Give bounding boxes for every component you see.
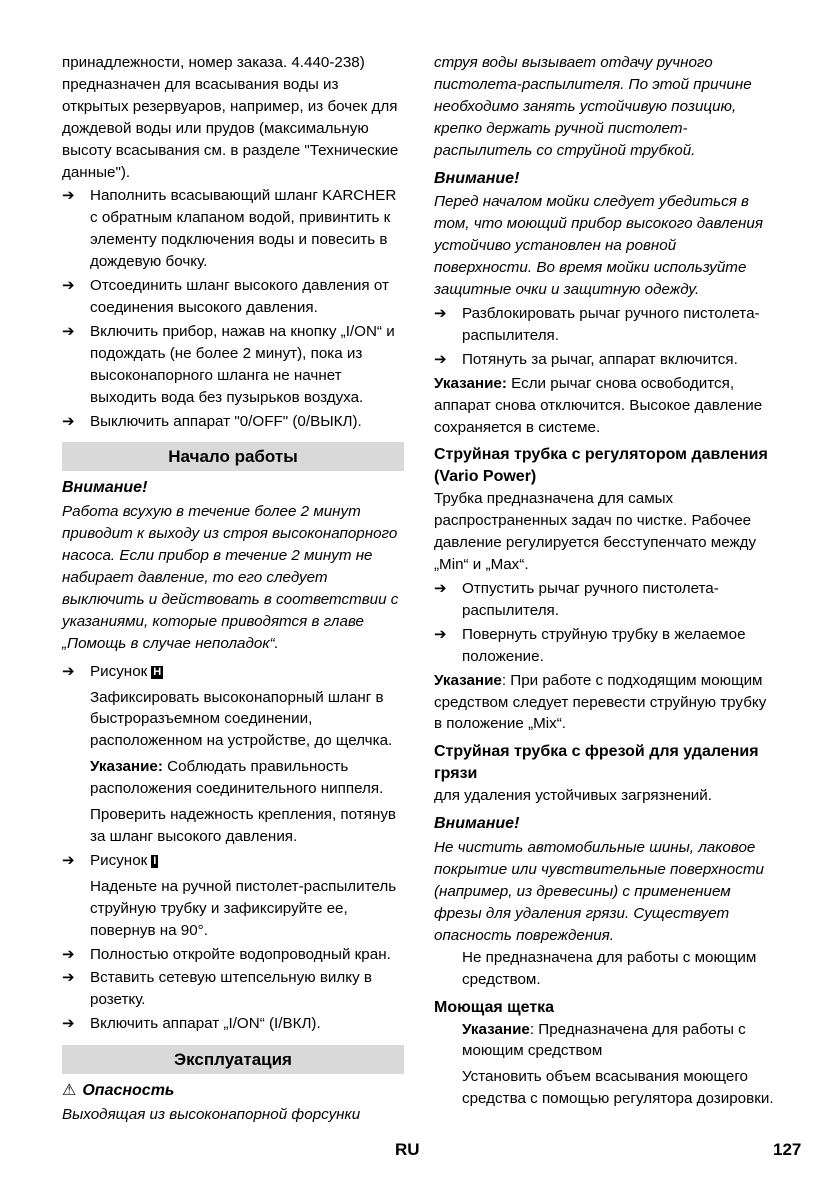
figure-i-ref [62, 850, 404, 872]
vario-note [434, 670, 776, 736]
danger-text: Выходящая из высоконапорной форсунки [62, 1106, 361, 1124]
section-start-title: Начало работы [62, 442, 404, 471]
warning-triangle-icon: ⚠ [62, 1082, 77, 1100]
step-disconnect-hose: ➔ Отсоединить шланг высокого давления от соединения высокого давления. [62, 275, 404, 319]
brush-note-text: : Предназначена для работы с моющим средством [462, 1020, 746, 1060]
warning-label: Внимание! [434, 169, 520, 187]
figure-label: Рисунок [90, 851, 148, 869]
step-pull-lever: ➔ Потянуть за рычаг, аппарат включится. [434, 349, 776, 371]
step-switch-on-wait: ➔ Включить прибор, нажав на кнопку „I/ON“ и подождать (не более 2 минут), пока из высоконапорного шланга не начнет выходить вода без пузырьков воздуха. [62, 321, 404, 409]
left-column [62, 52, 404, 1126]
right-column [434, 52, 776, 1110]
danger-heading [62, 1080, 404, 1102]
figure-h-check: Проверить надежность крепления, потянув за шланг высокого давления. [90, 806, 396, 845]
vario-title: Струйная трубка с регулятором давления (Vario Power) [434, 446, 768, 486]
vario-note-text: : При работе с подходящим моющим средством следует перевести струйную трубку в положение „Mix“. [434, 671, 767, 733]
step-plug-in: ➔ Вставить сетевую штепсельную вилку в розетку. [62, 967, 404, 1011]
mill-warning-text: Не чистить автомобильные шины, лаковое покрытие или чувствительные поверхности (например, из древесины) с применением фрезы для удаления грязи. Существует опасность повреждения. [434, 839, 764, 944]
danger-label: Опасность [82, 1082, 175, 1100]
step-switch-on: ➔ Включить аппарат „I/ON“ (I/ВКЛ). [62, 1013, 404, 1035]
figure-h-note [62, 756, 404, 800]
step-release-lever: ➔ Отпустить рычаг ручного пистолета-распылителя. [434, 578, 776, 622]
intro-text: принадлежности, номер заказа. 4.440-238) предназначен для всасывания воды из открытых резервуаров, например, из бочек для дождевой воды или прудов (максимальную высоту всасывания см. в разделе "Технические данные"). [62, 54, 399, 181]
figure-i-badge: I [153, 854, 157, 867]
step-open-tap: ➔ Полностью откройте водопроводный кран. [62, 944, 404, 966]
note-trigger-text: Если рычаг снова освободится, аппарат снова отключится. Высокое давление сохраняется в системе. [434, 374, 763, 436]
step-turn-lance: ➔ Повернуть струйную трубку в желаемое положение. [434, 624, 776, 668]
brush-text: Установить объем всасывания моющего средства с помощью регулятора дозировки. [462, 1068, 774, 1108]
figure-label: Рисунок [90, 662, 148, 680]
brush-title: Моющая щетка [434, 998, 555, 1016]
vario-text: Трубка предназначена для самых распространенных задач по чистке. Рабочее давление регулируется бесступенчато между „Min“ и „Max“. [434, 490, 757, 574]
danger-continued-text: струя воды вызывает отдачу ручного пистолета-распылителя. По этой причине необходимо занять устойчивую позицию, крепко держать ручной пистолет-распылитель со струйной трубкой. [434, 54, 752, 159]
note-label: Указание [462, 1020, 530, 1038]
figure-h-note-text: Соблюдать правильность расположения соединительного ниппеля. [90, 758, 384, 798]
mill-text: для удаления устойчивых загрязнений. [434, 787, 712, 805]
mill-detergent-text: Не предназначена для работы с моющим средством. [462, 948, 757, 988]
figure-h-ref [62, 661, 404, 683]
mill-title: Струйная трубка с фрезой для удаления грязи [434, 743, 759, 783]
figure-h-badge: H [153, 665, 162, 678]
warning-label: Внимание! [62, 479, 148, 497]
note-trigger [434, 373, 776, 439]
page-number: 127 [773, 1140, 802, 1159]
brush-note [434, 1019, 776, 1063]
warning-stability-text: Перед началом мойки следует убедиться в том, что моющий прибор высокого давления устойчиво установлен на ровной поверхности. Во время мойки используйте защитные очки и защитную одежду. [434, 193, 763, 299]
note-label: Указание [434, 671, 502, 689]
step-fill-suction-hose: ➔ Наполнить всасывающий шланг KARCHER с обратным клапаном водой, привинтить к элементу подключения воды и повесить в дождевую бочку. [62, 185, 404, 273]
step-switch-off: ➔ Выключить аппарат "0/OFF" (0/ВЫКЛ). [62, 411, 404, 433]
section-operation-title: Эксплуатация [62, 1045, 404, 1074]
figure-h-text: Зафиксировать высоконапорный шланг в быстроразъемном соединении, расположенном на устройстве, до щелчка. [90, 688, 393, 750]
warning-dry-run-text: Работа всухую в течение более 2 минут приводит к выходу из строя высоконапорного насоса. Если прибор в течение 2 минут не набирает давление, то его следует выключить и действовать в соответствии с указаниями, которые приводятся в главе „Помощь в случае неполадок“. [62, 503, 399, 652]
step-unlock-lever: ➔ Разблокировать рычаг ручного пистолета-распылителя. [434, 303, 776, 347]
figure-i-text: Наденьте на ручной пистолет-распылитель струйную трубку и зафиксируйте ее, повернув на 90°. [90, 877, 397, 939]
note-label: Указание: [90, 758, 163, 776]
note-label: Указание: [434, 374, 507, 392]
footer-language: RU [395, 1140, 420, 1159]
mill-warning-label: Внимание! [434, 815, 520, 833]
